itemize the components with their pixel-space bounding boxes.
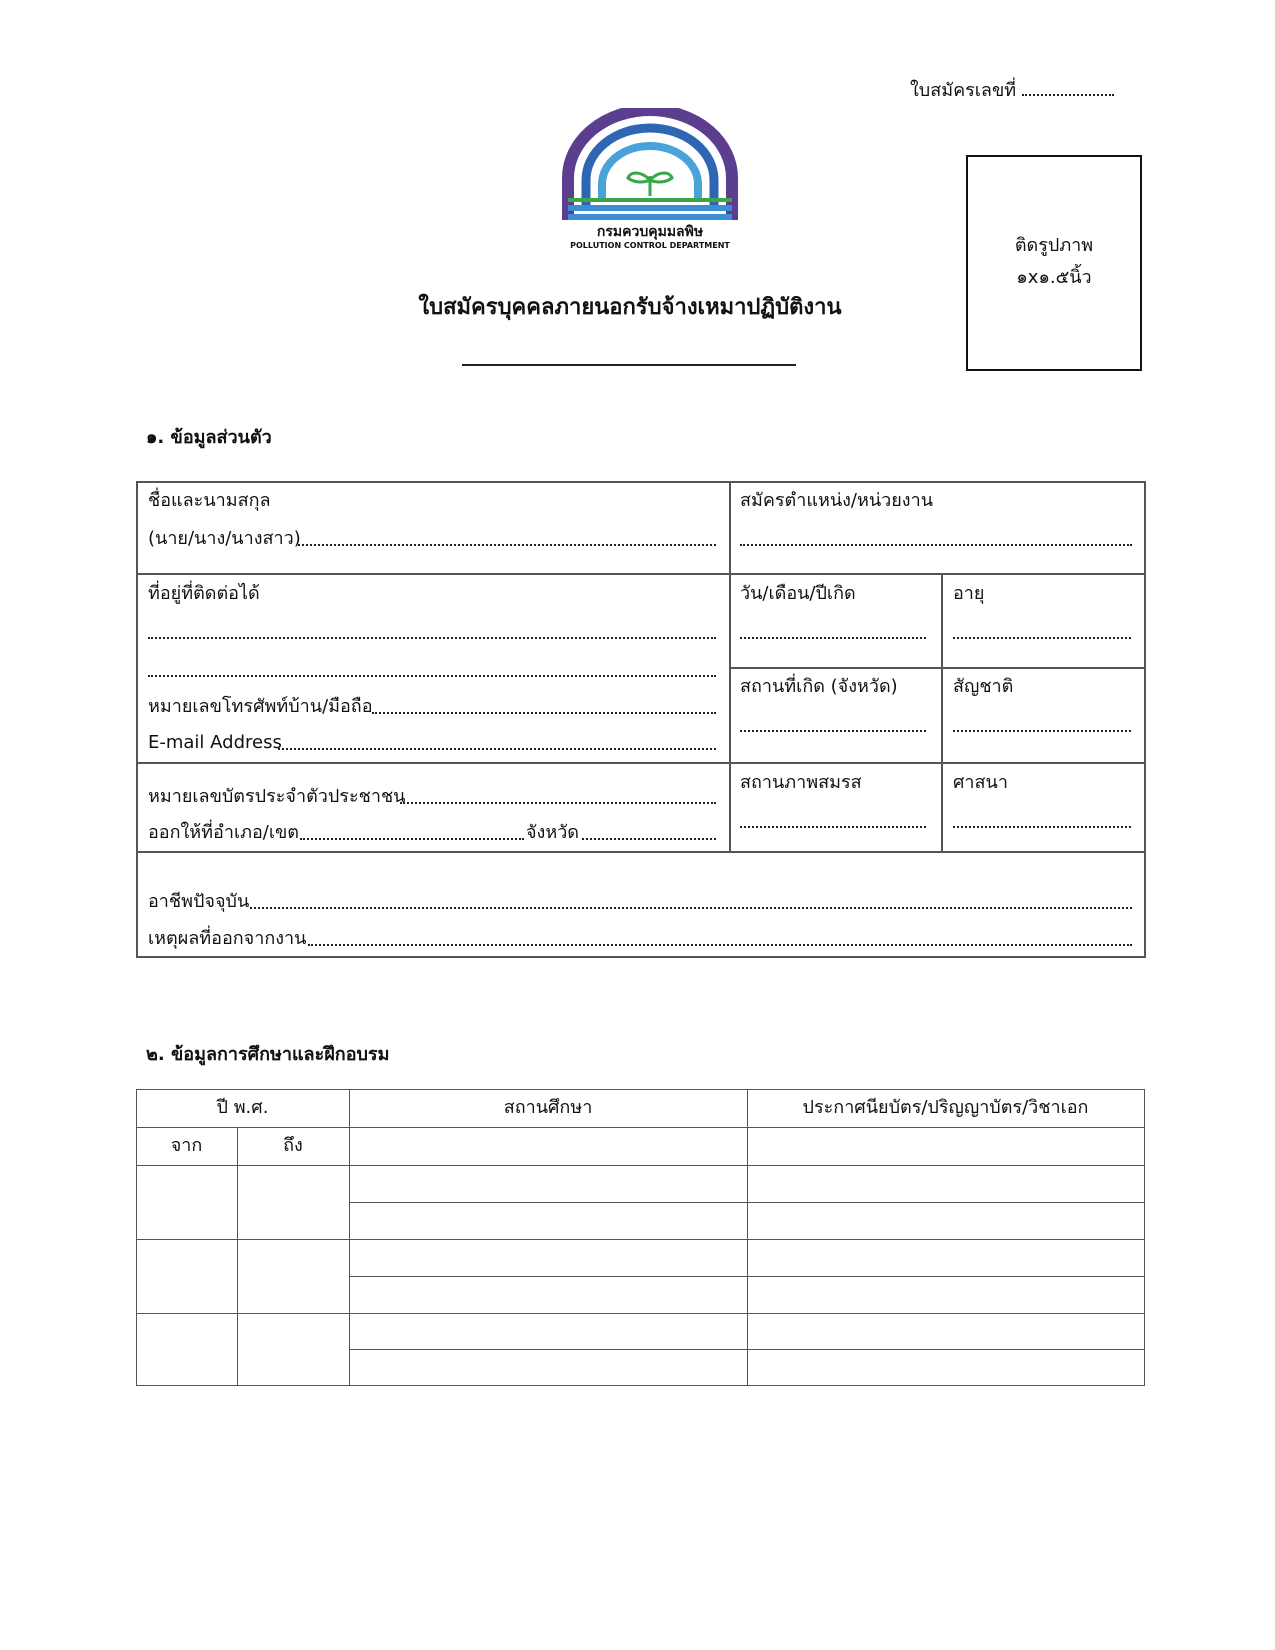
province-label: จังหวัด [526,822,579,843]
photo-box-size: ๑x๑.๕นิ้ว [1016,267,1092,288]
education-degree-cell[interactable] [748,1350,1144,1385]
religion-field[interactable] [953,826,1131,828]
education-institution-cell[interactable] [350,1277,747,1313]
age-field[interactable] [953,637,1131,639]
address-field-line2[interactable] [148,675,716,677]
position-field[interactable] [740,544,1132,546]
marital-field[interactable] [740,826,926,828]
name-label: ชื่อและนามสกุล [148,490,271,511]
education-to-cell-1[interactable] [238,1166,349,1239]
application-number [910,80,1114,102]
name-field[interactable] [298,544,716,546]
age-label: อายุ [953,583,985,604]
nationality-label: สัญชาติ [953,676,1014,697]
leave-reason-label: เหตุผลที่ออกจากงาน [148,928,307,949]
phone-field[interactable] [372,712,716,714]
email-field[interactable] [278,748,716,750]
idcard-field[interactable] [400,802,716,804]
section2-heading: ๒. ข้อมูลการศึกษาและฝึกอบรม [146,1044,390,1065]
education-from-cell-3[interactable] [137,1314,237,1385]
name-prefix-label: (นาย/นาง/นางสาว) [148,528,301,549]
education-to-cell-3[interactable] [238,1314,349,1385]
pcd-logo [560,108,740,258]
phone-label: หมายเลขโทรศัพท์บ้าน/มือถือ [148,696,373,717]
address-field-line1[interactable] [148,637,716,639]
photo-box-label: ติดรูปภาพ [1014,235,1094,256]
education-institution-cell[interactable] [350,1203,747,1239]
pcd-logo-emblem [560,108,740,228]
section1-heading: ๑. ข้อมูลส่วนตัว [146,427,272,448]
col-degree-header: ประกาศนียบัตร/ปริญญาบัตร/วิชาเอก [802,1097,1089,1118]
occupation-label: อาชีพปัจจุบัน [148,891,250,912]
issued-label: ออกให้ที่อำเภอ/เขต [148,822,299,843]
address-label: ที่อยู่ที่ติดต่อได้ [148,583,260,604]
education-from-cell-2[interactable] [137,1240,237,1313]
education-to-cell-2[interactable] [238,1240,349,1313]
occupation-field[interactable] [250,907,1132,909]
page-title: ใบสมัครบุคคลภายนอกรับจ้างเหมาปฏิบัติงาน [418,295,842,320]
province-field[interactable] [582,838,716,840]
education-degree-cell[interactable] [748,1166,1144,1202]
education-degree-cell[interactable] [748,1314,1144,1349]
title-underline [462,364,796,366]
education-from-cell-1[interactable] [137,1166,237,1239]
position-label: สมัครตำแหน่ง/หน่วยงาน [740,490,934,511]
marital-label: สถานภาพสมรส [740,772,862,793]
education-institution-cell[interactable] [350,1314,747,1349]
issued-district-field[interactable] [300,838,524,840]
idcard-label: หมายเลขบัตรประจำตัวประชาชน [148,786,406,807]
dob-field[interactable] [740,637,926,639]
logo-text-eng: POLLUTION CONTROL DEPARTMENT [570,241,730,250]
email-label: E-mail Address [148,732,282,753]
application-number-label: ใบสมัครเลขที่ [910,80,1017,101]
education-degree-cell[interactable] [748,1203,1144,1239]
col-year-header: ปี พ.ศ. [216,1097,269,1118]
education-degree-cell[interactable] [748,1240,1144,1276]
leave-reason-field[interactable] [308,944,1132,946]
application-number-field[interactable] [1022,94,1114,96]
photo-box[interactable] [966,155,1142,371]
nationality-field[interactable] [953,730,1131,732]
col-from-header: จาก [170,1135,203,1156]
education-institution-cell[interactable] [350,1240,747,1276]
col-to-header: ถึง [283,1135,303,1156]
col-institution-header: สถานศึกษา [503,1097,593,1118]
education-institution-cell[interactable] [350,1350,747,1385]
dob-label: วัน/เดือน/ปีเกิด [740,583,856,604]
education-degree-cell[interactable] [748,1277,1144,1313]
education-institution-cell[interactable] [350,1166,747,1202]
birthplace-field[interactable] [740,730,926,732]
religion-label: ศาสนา [953,772,1008,793]
birthplace-label: สถานที่เกิด (จังหวัด) [740,676,898,697]
logo-text-thai: กรมควบคุมมลพิษ [596,224,704,240]
